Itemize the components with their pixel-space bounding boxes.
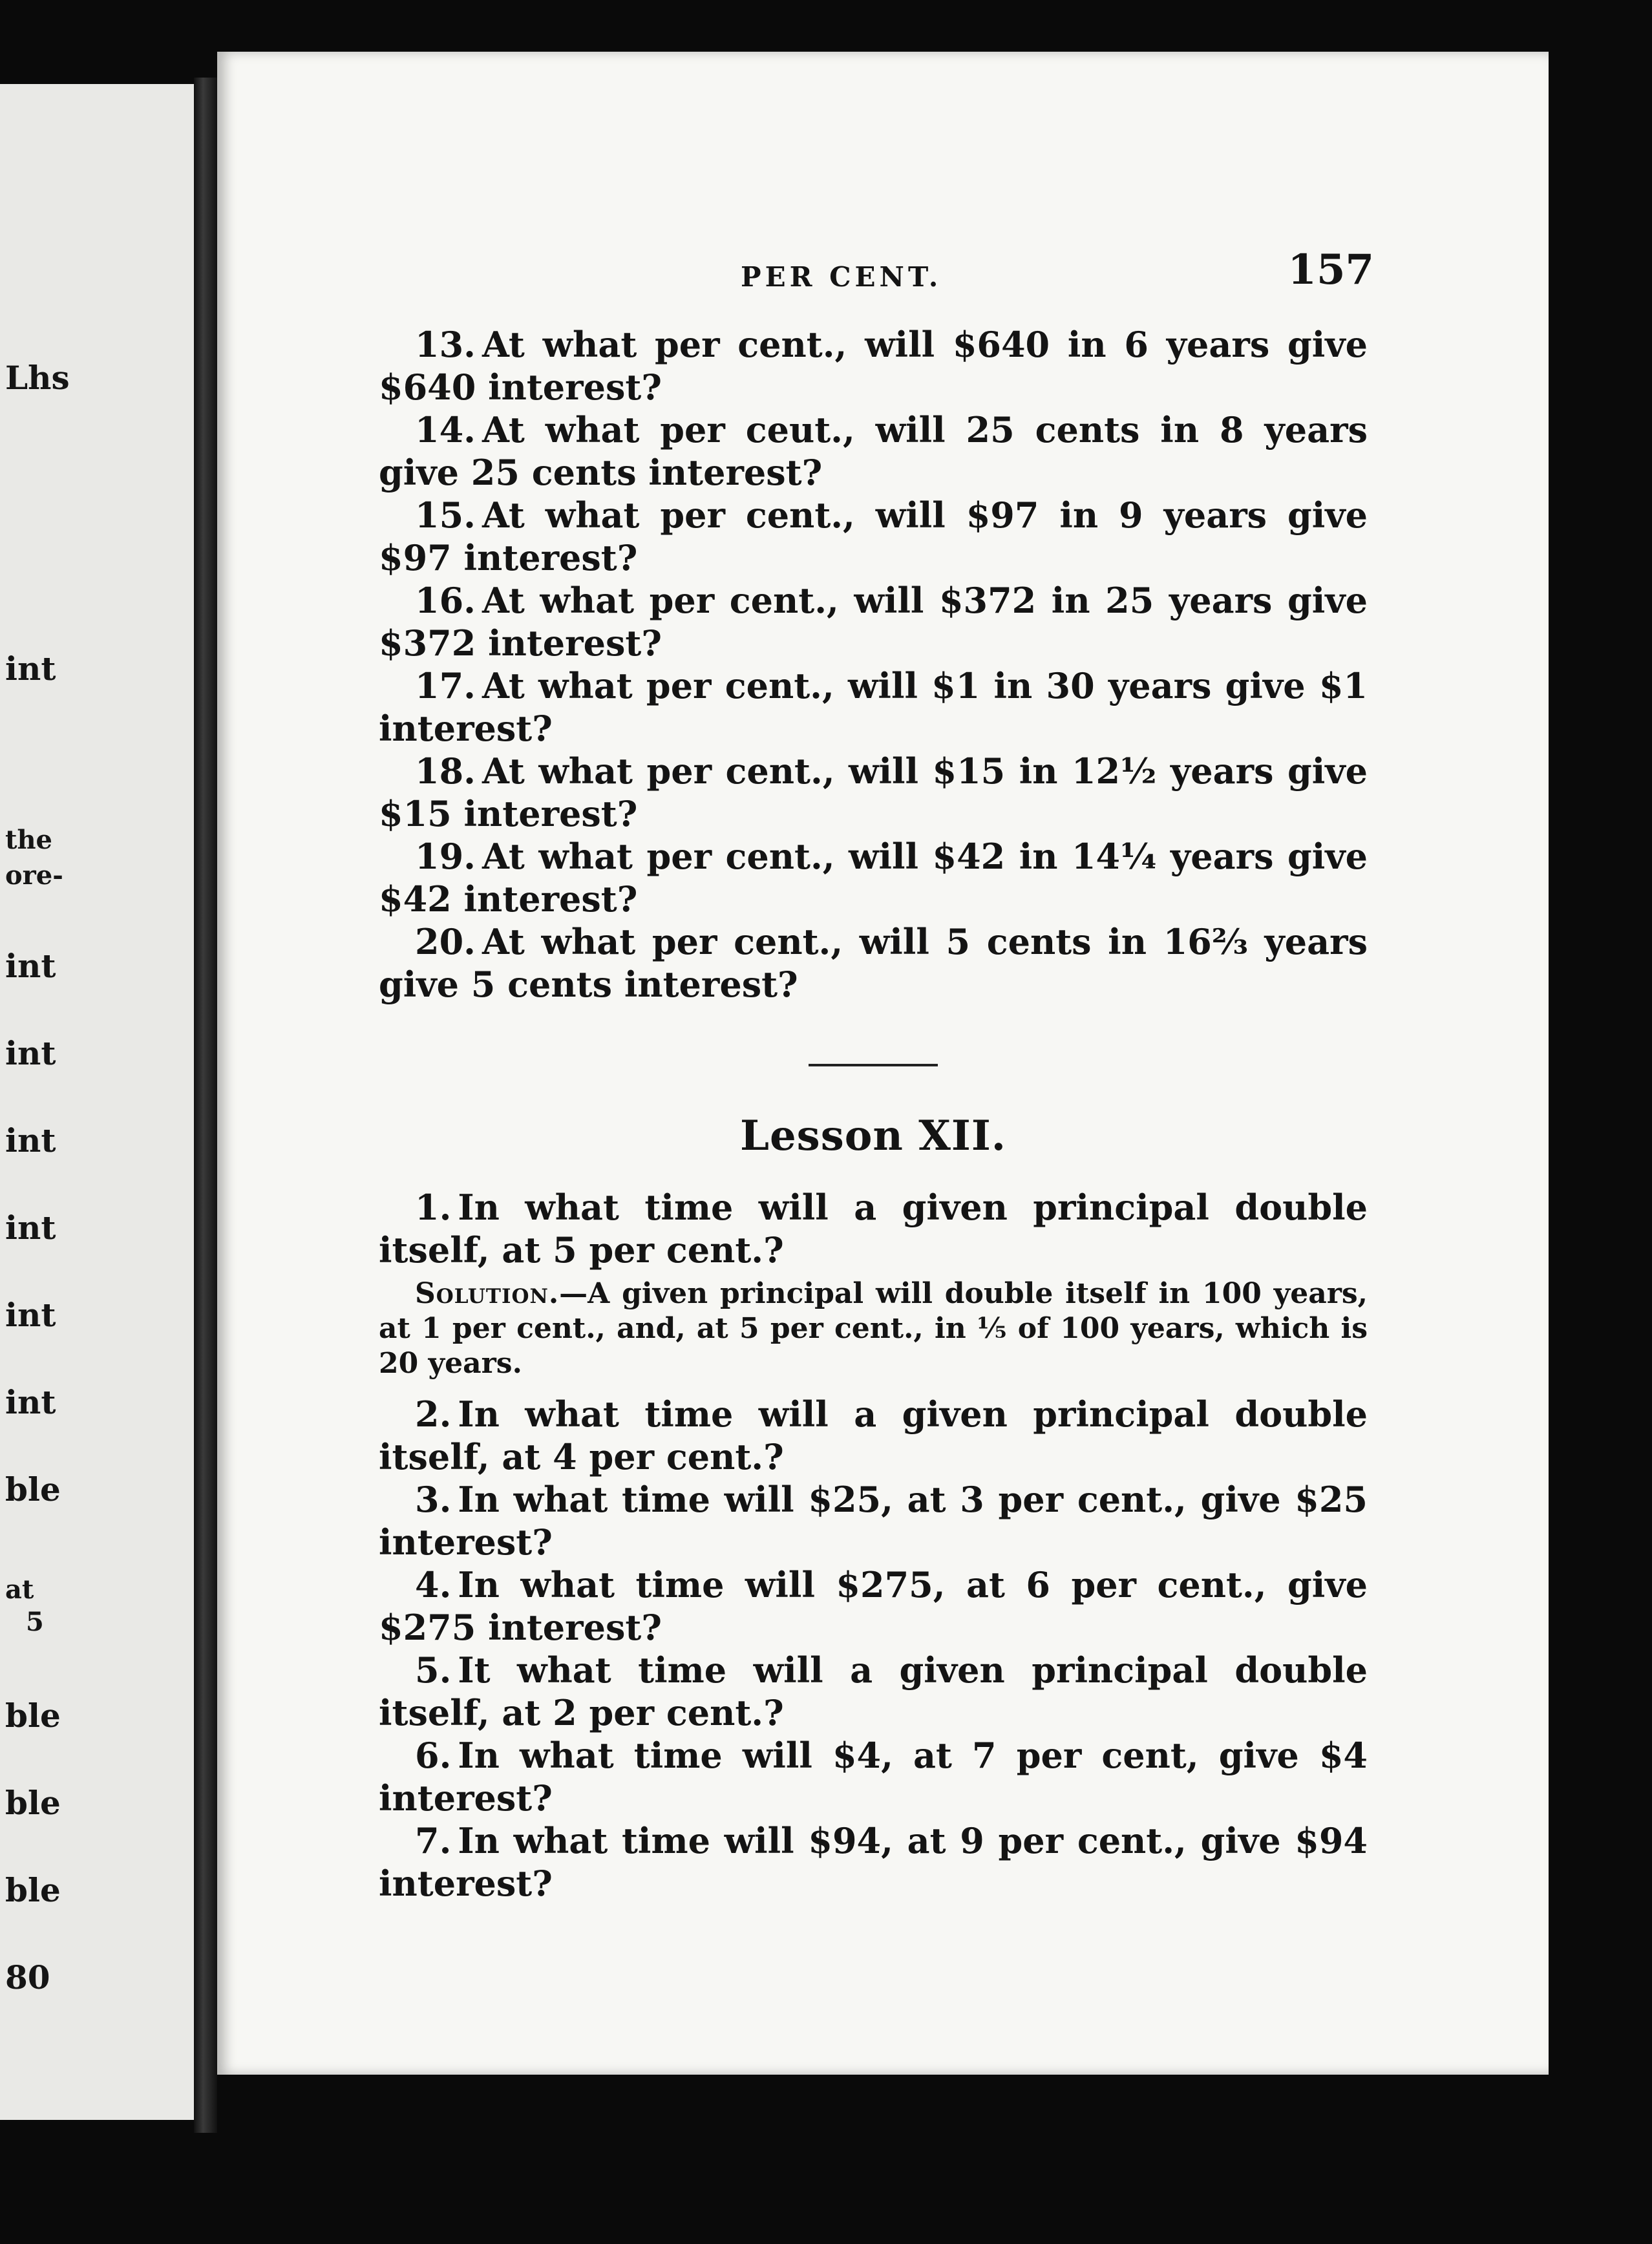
left-fragment: the — [5, 825, 53, 855]
page-content — [379, 246, 1374, 1905]
problem-item — [379, 408, 1368, 494]
problem-item — [379, 750, 1368, 835]
problem-number: 4. — [415, 1564, 452, 1605]
problem-text: In what time will a given principal double itself, at 4 per cent.? — [379, 1393, 1368, 1477]
left-page — [0, 84, 198, 2120]
problem-number: 18. — [415, 750, 476, 792]
problem-text: It what time will a given principal double itself, at 2 per cent.? — [379, 1649, 1368, 1733]
right-page — [217, 52, 1549, 2075]
page-number: 157 — [1287, 246, 1374, 294]
problem-number: 2. — [415, 1393, 452, 1435]
problem-number: 13. — [415, 324, 476, 365]
problem-number: 1. — [415, 1187, 452, 1228]
problem-text: At what per ceut., will 25 cents in 8 years give 25 cents interest? — [379, 409, 1368, 493]
lesson-title: Lesson XII. — [739, 1112, 1007, 1160]
solution-note — [379, 1276, 1368, 1381]
left-fragment: ble — [5, 1697, 61, 1735]
problem-text: At what per cent., will $372 in 25 years give $372 interest? — [379, 580, 1368, 664]
book-spine — [194, 78, 217, 2133]
problem-item — [379, 1393, 1368, 1478]
problem-item — [379, 494, 1368, 579]
left-fragment: int — [5, 947, 56, 985]
problem-text: At what per cent., will $42 in 14¼ years give $42 interest? — [379, 836, 1368, 920]
problem-number: 5. — [415, 1649, 452, 1691]
problem-text: In what time will $275, at 6 per cent., give $275 interest? — [379, 1564, 1368, 1648]
problem-item — [379, 1478, 1368, 1563]
problem-number: 3. — [415, 1479, 452, 1520]
solution-text: —A given principal will double itself in 100 years, at 1 per cent., and, at 5 per cent., in ⅕ of 100 years, which is 20 years. — [379, 1277, 1368, 1380]
left-fragment: int — [5, 650, 56, 688]
problem-item — [379, 1734, 1368, 1819]
problem-number: 17. — [415, 665, 476, 706]
problem-text: In what time will $4, at 7 per cent, give $4 interest? — [379, 1735, 1368, 1819]
problem-item — [379, 1186, 1368, 1271]
left-fragment: int — [5, 1383, 56, 1421]
left-fragment: int — [5, 1209, 56, 1247]
running-head: PER CENT. — [741, 261, 942, 293]
left-fragment: at — [5, 1574, 34, 1605]
left-fragment: int — [5, 1296, 56, 1334]
problem-number: 15. — [415, 494, 476, 536]
problem-item — [379, 835, 1368, 920]
section-divider — [809, 1064, 938, 1066]
left-fragment: 80 — [5, 1958, 50, 1996]
problem-number: 16. — [415, 580, 476, 621]
problem-text: In what time will $25, at 3 per cent., give $25 interest? — [379, 1479, 1368, 1563]
problem-text: In what time will a given principal double itself, at 5 per cent.? — [379, 1187, 1368, 1271]
problem-text: At what per cent., will $640 in 6 years give $640 interest? — [379, 324, 1368, 408]
left-fragment: int — [5, 1034, 56, 1072]
problem-number: 20. — [415, 921, 476, 962]
lesson-problem-list — [379, 1186, 1368, 1905]
problem-text: At what per cent., will 5 cents in 16⅔ years give 5 cents interest? — [379, 921, 1368, 1005]
left-fragment: ble — [5, 1470, 61, 1508]
problem-list-top — [379, 323, 1368, 1006]
left-fragment: ble — [5, 1784, 61, 1822]
left-fragment: int — [5, 1121, 56, 1159]
left-fragment: 5 — [26, 1607, 44, 1637]
problem-number: 6. — [415, 1735, 452, 1776]
problem-text: In what time will $94, at 9 per cent., give $94 interest? — [379, 1820, 1368, 1904]
problem-number: 7. — [415, 1820, 452, 1861]
problem-number: 14. — [415, 409, 476, 450]
problem-text: At what per cent., will $15 in 12½ years give $15 interest? — [379, 750, 1368, 834]
problem-item — [379, 1819, 1368, 1905]
left-fragment: ble — [5, 1871, 61, 1909]
problem-text: At what per cent., will $97 in 9 years give $97 interest? — [379, 494, 1368, 578]
left-fragment: Lhs — [5, 359, 70, 397]
problem-item — [379, 664, 1368, 750]
page-header — [379, 246, 1374, 304]
solution-label: Solution. — [415, 1277, 560, 1310]
problem-item — [379, 579, 1368, 664]
problem-text: At what per cent., will $1 in 30 years give $1 interest? — [379, 665, 1368, 749]
problem-number: 19. — [415, 836, 476, 877]
problem-item — [379, 1649, 1368, 1734]
problem-item — [379, 323, 1368, 408]
problem-item — [379, 920, 1368, 1006]
problem-item — [379, 1563, 1368, 1649]
left-fragment: ore- — [5, 860, 63, 891]
